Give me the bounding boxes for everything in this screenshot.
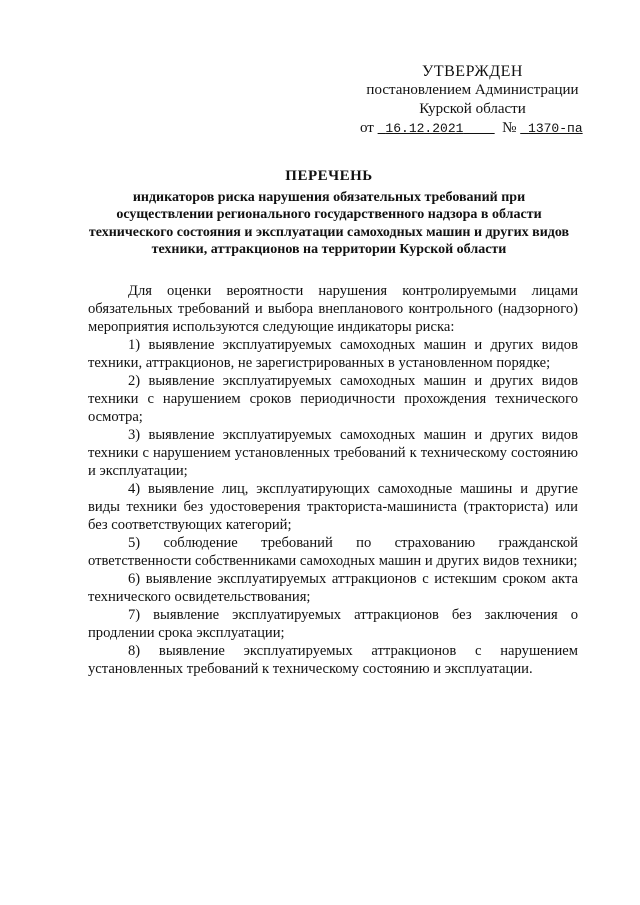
document-title: ПЕРЕЧЕНЬ (285, 168, 373, 184)
approval-date: 16.12.2021 (385, 121, 464, 136)
number-prefix: № (502, 120, 517, 136)
document-title-block (88, 168, 570, 259)
list-item: 7) выявление эксплуатируемых аттракционов без заключения о продлении срока эксплуатации; (88, 607, 578, 641)
document-body (88, 282, 578, 678)
list-item: 3) выявление эксплуатируемых самоходных машин и других видов техники с нарушением установленных требований к техническому состоянию и эксплуатации; (88, 427, 578, 479)
list-item: 1) выявление эксплуатируемых самоходных машин и других видов техники, аттракционов, не зарегистрированных в установленном порядке; (88, 337, 578, 371)
approval-date-number-row (360, 119, 585, 138)
approval-heading: УТВЕРЖДЕН (422, 63, 523, 80)
approval-line-2: Курской области (419, 101, 526, 117)
approval-stamp (360, 62, 585, 138)
document-subtitle: индикаторов риска нарушения обязательных требований при осуществлении регионального государственного надзора в области технического состояния и эксплуатации самоходных машин и других видов техники, аттракционов на территории Курской области (88, 189, 570, 257)
list-item: 4) выявление лиц, эксплуатирующих самоходные машины и другие виды техники без удостоверения тракториста-машиниста (тракториста) или без соответствующих категорий; (88, 481, 578, 533)
approval-line-1: постановлением Администрации (366, 82, 579, 98)
list-item: 5) соблюдение требований по страхованию гражданской ответственности собственниками самоходных машин и других видов техники; (88, 535, 578, 569)
list-item: 8) выявление эксплуатируемых аттракционов с нарушением установленных требований к техническому состоянию и эксплуатации. (88, 643, 578, 677)
list-item: 2) выявление эксплуатируемых самоходных машин и других видов техники с нарушением сроков периодичности прохождения технического осмотра; (88, 373, 578, 425)
approval-number: 1370-па (528, 121, 583, 136)
list-item: 6) выявление эксплуатируемых аттракционов с истекшим сроком акта технического освидетельствования; (88, 571, 578, 605)
date-prefix: от (360, 120, 374, 136)
intro-paragraph: Для оценки вероятности нарушения контролируемыми лицами обязательных требований и выбора внепланового контрольного (надзорного) мероприятия используются следующие индикаторы риска: (88, 283, 578, 335)
